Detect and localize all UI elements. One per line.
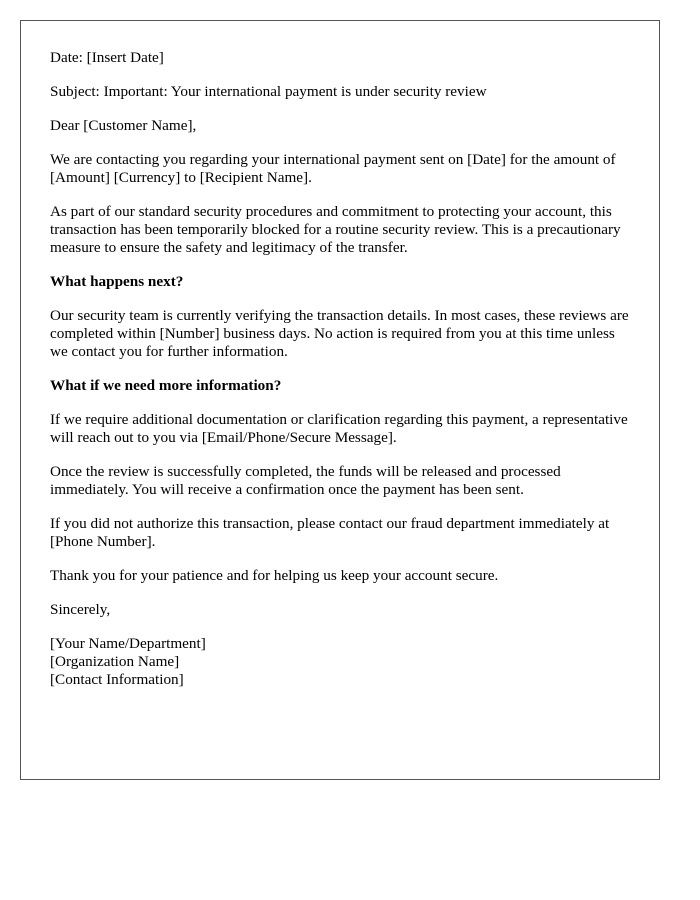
signature-block [50,635,636,689]
paragraph-fraud-contact: If you did not authorize this transaction, please contact our fraud department immediately at [Phone Number]. [50,515,610,550]
paragraph-security-review: As part of our standard security procedures and commitment to protecting your account, this transaction has been temporarily blocked for a routine security review. This is a precautionary measure to ensure the safety and legitimacy of the transfer. [50,203,621,256]
heading-more-information: What if we need more information? [50,377,282,394]
paragraph-release-funds: Once the review is successfully completed, the funds will be released and processed immediately. You will receive a confirmation once the payment has been sent. [50,463,561,498]
paragraph-verification: Our security team is currently verifying the transaction details. In most cases, these reviews are completed within [Number] business days. No action is required from you at this time unless we contact you for further information. [50,307,629,360]
signature-organization: [Organization Name] [50,653,180,670]
paragraph-documentation: If we require additional documentation or clarification regarding this payment, a representative will reach out to you via [Email/Phone/Secure Message]. [50,411,628,446]
subject-line: Subject: Important: Your international payment is under security review [50,83,487,100]
closing: Sincerely, [50,601,111,618]
letter-frame [20,20,660,780]
letter-body [50,49,636,689]
paragraph-payment-details: We are contacting you regarding your international payment sent on [Date] for the amount of [Amount] [Currency] to [Recipient Name]. [50,151,616,186]
salutation: Dear [Customer Name], [50,117,197,134]
signature-contact: [Contact Information] [50,671,184,688]
heading-what-happens-next: What happens next? [50,273,184,290]
paragraph-thank-you: Thank you for your patience and for helping us keep your account secure. [50,567,499,584]
date-line: Date: [Insert Date] [50,49,164,66]
signature-name: [Your Name/Department] [50,635,206,652]
